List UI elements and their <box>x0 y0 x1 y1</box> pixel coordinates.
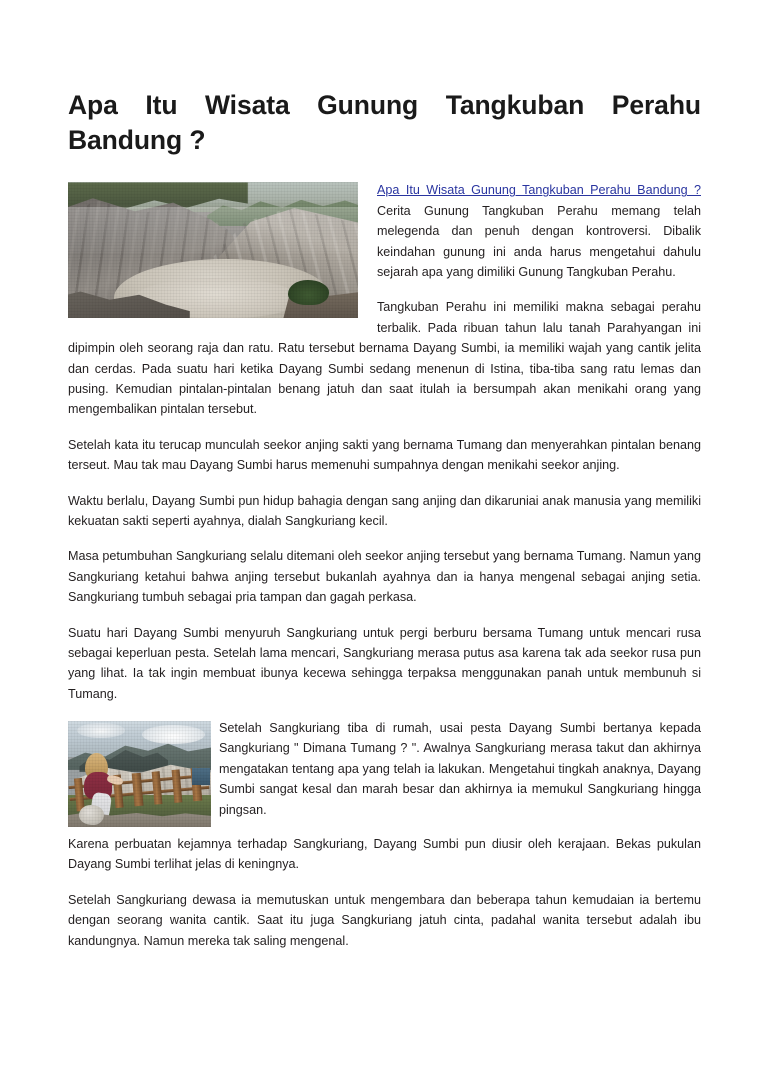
paragraph-6: Suatu hari Dayang Sumbi menyuruh Sangkuriang untuk pergi berburu bersama Tumang untuk mencari rusa sebagai keperluan pesta. Setelah lama mencari, Sangkuriang merasa putus asa karena tak ada seekor rusa pun yang lihat. Ia tak ingin membuat ibunya kecewa sehingga terpaksa menggunakan panah untuk membunuh si Tumang. <box>68 625 701 701</box>
crater-bush-icon <box>288 280 329 304</box>
paragraph-intro-text: Cerita Gunung Tangkuban Perahu memang telah melegenda dan penuh dengan kontroversi. Dibalik keindahan gunung ini anda harus mengetahui dahulu sejarah apa yang dimiliki Gunung Tangkuban Perahu. <box>377 203 701 280</box>
paragraph-3: Setelah kata itu terucap munculah seekor anjing sakti yang bernama Tumang dan menyerahkan pintalan benang terseut. Mau tak mau Dayang Sumbi harus memenuhi sumpahnya dengan menikahi seekor anjing. <box>68 437 701 473</box>
tangkuban-perahu-crater-photo <box>68 182 358 318</box>
article-title-link[interactable]: Apa Itu Wisata Gunung Tangkuban Perahu Bandung ? <box>377 183 701 198</box>
paragraph-8: Karena perbuatan kejamnya terhadap Sangkuriang, Dayang Sumbi pun diusir oleh kerajaan. Bekas pukulan Dayang Sumbi terlihat jelas di keningnya. <box>68 837 701 872</box>
document-content <box>68 88 701 966</box>
viewpoint-signboard <box>192 768 209 785</box>
fence-post <box>152 771 163 804</box>
paragraph-2: Tangkuban Perahu ini memiliki makna sebagai perahu terbalik. Pada ribuan tahun lalu tanah Parahyangan ini dipimpin oleh seorang raja dan ratu. Ratu tersebut bernama Dayang Sumbi, ia memiliki wajah yang cantik jelita dan cerdas. Pada suatu hari ketika Dayang Sumbi sedang menenun di Istina, tiba-tiba sang ratu lemas dan pusing. Kemudian pintalan-pintalan benang jatuh dan saat itulah ia bersumpah akan menikahi orang yang mengembalikan pintalan tersebut. <box>68 300 701 417</box>
viewpoint-boulder <box>79 805 103 825</box>
paragraph-9: Setelah Sangkuriang dewasa ia memutuskan untuk mengembara dan beberapa tahun kemudaian ia bertemu dengan seorang wanita cantik. Saat itu juga Sangkuriang jatuh cinta, padahal wanita tersebut adalah ibu kandungnya. Namun mereka tak saling mengenal. <box>68 892 701 948</box>
viewpoint-cloud-left <box>77 723 126 738</box>
fence-post <box>171 770 182 803</box>
page-title-line-1: Apa Itu Wisata Gunung Tangkuban Perahu <box>68 90 701 120</box>
page-title <box>68 88 701 158</box>
tourist-at-crater-viewpoint-photo <box>68 721 211 827</box>
page-title-line-2: Bandung ? <box>68 125 206 156</box>
paragraph-4: Waktu berlalu, Dayang Sumbi pun hidup bahagia dengan sang anjing dan dikaruniai anak manusia yang memiliki kekuatan sakti seperti ayahnya, dialah Sangkuriang kecil. <box>68 493 701 528</box>
paragraph-5: Masa petumbuhan Sangkuriang selalu ditemani oleh seekor anjing tersebut yang bernama Tumang. Namun yang Sangkuriang ketahui bahwa anjing tersebut bukanlah ayahnya dan ia hanya mengenal sebagai anjing setia. Sangkuriang tumbuh sebagai pria tampan dan gagah perkasa. <box>68 549 701 605</box>
fence-post <box>132 773 143 806</box>
paragraph-7: Setelah Sangkuriang tiba di rumah, usai pesta Dayang Sumbi bertanya kepada Sangkuriang " Dimana Tumang ? ". Awalnya Sangkuriang merasa takut dan akhirnya mengatakan tentang apa yang telah ia lakukan. Mengetahui tingkah anaknya, Dayang Sumbi sangat kesal dan marah besar dan akhirnya ia memukul Sangkuriang hingga pingsan. <box>219 721 701 817</box>
